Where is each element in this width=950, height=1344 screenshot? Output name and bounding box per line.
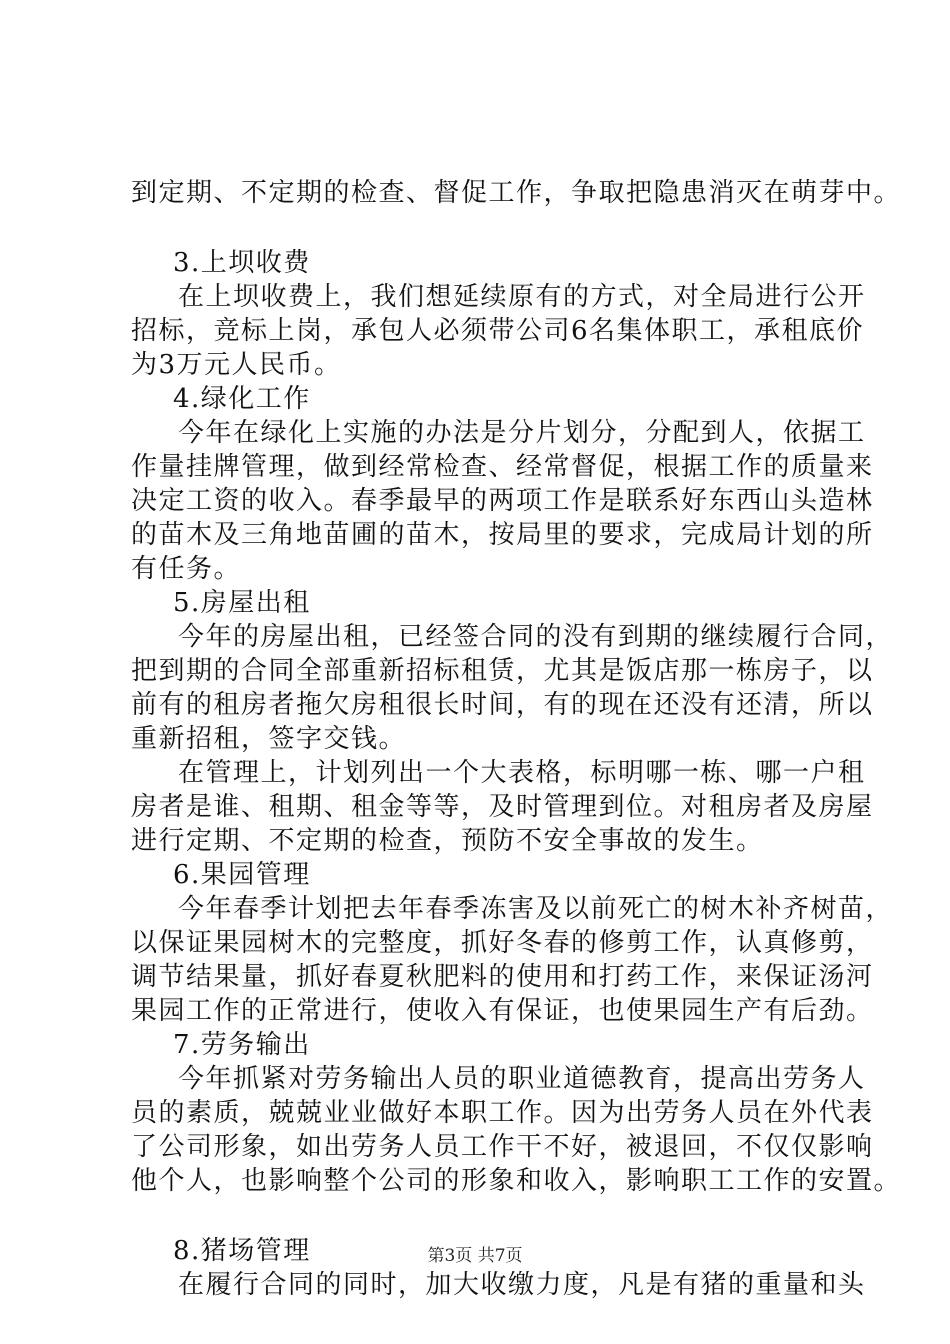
section-heading: 7.劳务输出 [173,1030,311,1060]
text-line: 前有的租房者拖欠房租很长时间，有的现在还没有还清，所以 [131,690,874,720]
text-line: 重新招租，签字交钱。 [131,724,407,754]
text-line: 在管理上，计划列出一个大表格，标明哪一栋、哪一户租 [178,758,866,788]
paragraph-gap [131,210,831,246]
text-line: 作量挂牌管理，做到经常检查、经常督促，根据工作的质量来 [131,452,874,482]
text-line: 今年在绿化上实施的办法是分片划分，分配到人，依据工 [178,418,866,448]
text-line: 调节结果量，抓好春夏秋肥料的使用和打药工作，来保证汤河 [131,962,874,992]
paragraph-gap [131,1198,831,1234]
text-line: 为3万元人民币。 [131,350,342,380]
section-heading: 4.绿化工作 [173,384,311,414]
text-line: 房者是谁、租期、租金等等，及时管理到位。对租房者及房屋 [131,792,874,822]
text-line: 了公司形象，如出劳务人员工作干不好，被退回，不仅仅影响 [131,1132,874,1162]
text-line: 把到期的合同全部重新招标租赁，尤其是饭店那一栋房子，以 [131,656,874,686]
text-line: 招标，竞标上岗，承包人必须带公司6名集体职工，承租底价 [131,316,865,346]
text-line: 今年的房屋出租，已经签合同的没有到期的继续履行合同， [178,622,894,652]
text-line: 到定期、不定期的检查、督促工作，争取把隐患消灭在萌芽中。 [131,178,902,208]
text-line: 以保证果园树木的完整度，抓好冬春的修剪工作，认真修剪， [131,928,874,958]
text-line: 今年抓紧对劳务输出人员的职业道德教育，提高出劳务人 [178,1064,866,1094]
text-line: 的苗木及三角地苗圃的苗木，按局里的要求，完成局计划的所 [131,520,874,550]
text-line: 决定工资的收入。春季最早的两项工作是联系好东西山头造林 [131,486,874,516]
text-line: 在上坝收费上，我们想延续原有的方式，对全局进行公开 [178,282,866,312]
text-line: 员的素质，兢兢业业做好本职工作。因为出劳务人员在外代表 [131,1098,874,1128]
page-footer: 第3页 共7页 [427,1246,523,1266]
text-line: 他个人，也影响整个公司的形象和收入，影响职工工作的安置。 [131,1166,902,1196]
document-body [131,176,902,1302]
section-heading: 5.房屋出租 [173,588,311,618]
text-line: 在履行合同的同时，加大收缴力度，凡是有猪的重量和头 [178,1270,866,1300]
section-heading: 8.猪场管理 [173,1236,311,1266]
text-line: 有任务。 [131,554,242,584]
text-line: 今年春季计划把去年春季冻害及以前死亡的树木补齐树苗， [178,894,894,924]
text-line: 果园工作的正常进行，使收入有保证，也使果园生产有后劲。 [131,996,874,1026]
text-line: 进行定期、不定期的检查，预防不安全事故的发生。 [131,826,764,856]
section-heading: 6.果园管理 [173,860,311,890]
section-heading: 3.上坝收费 [173,248,311,278]
